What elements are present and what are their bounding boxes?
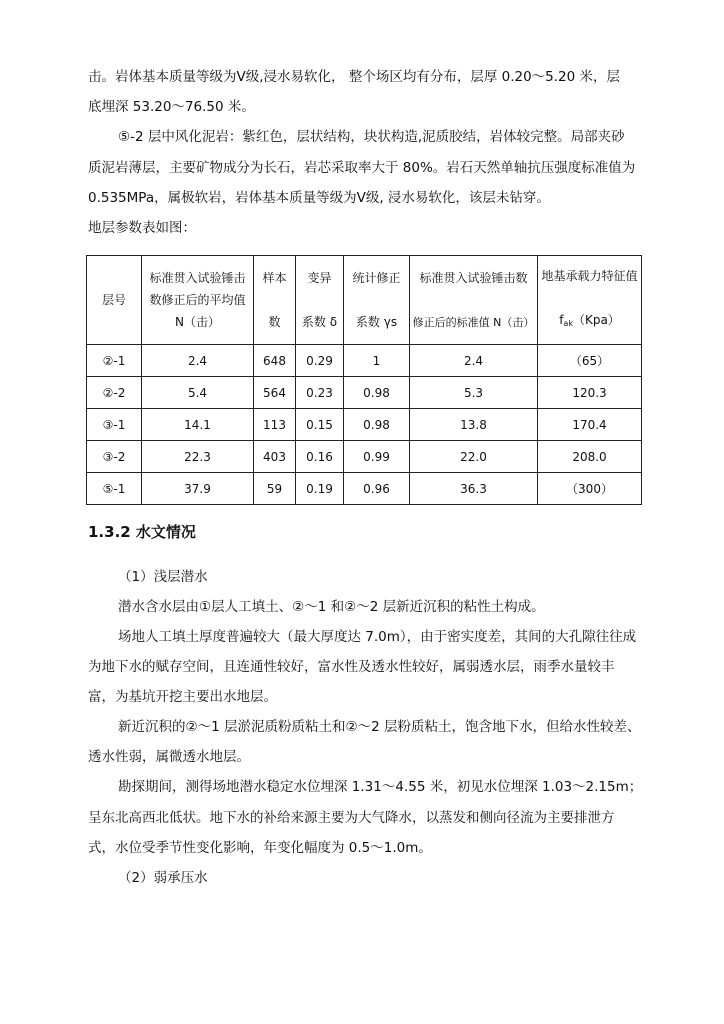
- paragraph-line: 地层参数表如图：: [88, 220, 196, 236]
- paragraph-line: 场地人工填土厚度普遍较大（最大厚度达 7.0m），由于密实度差，其间的大孔隙往往成: [118, 629, 637, 645]
- cell-spt-standard: 36.3: [410, 473, 538, 505]
- cell-statistic: 0.99: [344, 441, 410, 473]
- cell-variation: 0.16: [296, 441, 344, 473]
- cell-layer: ②-1: [87, 345, 142, 377]
- cell-spt-mean: 22.3: [142, 441, 254, 473]
- paragraph-line: 为地下水的赋存空间，且连通性较好，富水性及透水性较好，属弱透水层，雨季水量较丰: [88, 659, 615, 675]
- cell-statistic: 1: [344, 345, 410, 377]
- cell-variation: 0.19: [296, 473, 344, 505]
- subsection-title: （1）浅层潜水: [118, 569, 208, 585]
- table-header-row: [87, 256, 642, 345]
- paragraph-line: 0.535MPa，属极软岩，岩体基本质量等级为Ⅴ级, 浸水易软化，该层未钻穿。: [88, 190, 550, 206]
- header-spt-standard: 标准贯入试验锤击数 修正后的标准值 N（击）: [410, 256, 538, 345]
- header-statistic-coef: 统计修正 系数 γs: [344, 256, 410, 345]
- cell-spt-standard: 2.4: [410, 345, 538, 377]
- section-heading: 1.3.2 水文情况: [88, 523, 196, 541]
- table-row: [87, 409, 642, 441]
- cell-statistic: 0.98: [344, 409, 410, 441]
- subsection-title: （2）弱承压水: [118, 870, 208, 886]
- cell-sample-count: 648: [254, 345, 296, 377]
- table-row: [87, 473, 642, 505]
- cell-spt-mean: 14.1: [142, 409, 254, 441]
- cell-spt-mean: 2.4: [142, 345, 254, 377]
- cell-variation: 0.23: [296, 377, 344, 409]
- cell-spt-standard: 5.3: [410, 377, 538, 409]
- cell-variation: 0.15: [296, 409, 344, 441]
- cell-sample-count: 403: [254, 441, 296, 473]
- cell-spt-mean: 5.4: [142, 377, 254, 409]
- cell-bearing: 170.4: [538, 409, 642, 441]
- paragraph-line: 透水性弱，属微透水地层。: [88, 749, 250, 765]
- paragraph-line: 底埋深 53.20～76.50 米。: [88, 99, 255, 115]
- header-bearing-capacity: 地基承载力特征值 $f_{ak}(Kpa)$: [538, 256, 642, 345]
- header-layer-no: 层号: [87, 256, 142, 345]
- table-row: [87, 377, 642, 409]
- header-spt-mean: 标准贯入试验锤击 数修正后的平均值 N（击）: [142, 256, 254, 345]
- paragraph-line: 式，水位受季节性变化影响，年变化幅度为 0.5～1.0m。: [88, 840, 432, 856]
- cell-variation: 0.29: [296, 345, 344, 377]
- cell-spt-mean: 37.9: [142, 473, 254, 505]
- cell-sample-count: 59: [254, 473, 296, 505]
- header-variation-coef: 变异 系数 δ: [296, 256, 344, 345]
- paragraph-line: 新近沉积的②～1 层淤泥质粉质粘土和②～2 层粉质粘土，饱含地下水，但给水性较差、: [118, 719, 641, 735]
- cell-layer: ⑤-1: [87, 473, 142, 505]
- table-row: [87, 441, 642, 473]
- paragraph-line: 勘探期间，测得场地潜水稳定水位埋深 1.31～4.55 米，初见水位埋深 1.03～2.15m；: [118, 779, 643, 795]
- cell-sample-count: 113: [254, 409, 296, 441]
- paragraph-line: 潜水含水层由①层人工填土、②～1 和②～2 层新近沉积的粘性土构成。: [118, 599, 545, 615]
- cell-sample-count: 564: [254, 377, 296, 409]
- paragraph-line: 呈东北高西北低状。地下水的补给来源主要为大气降水，以蒸发和侧向径流为主要排泄方: [88, 810, 615, 826]
- cell-layer: ③-1: [87, 409, 142, 441]
- cell-spt-standard: 22.0: [410, 441, 538, 473]
- cell-spt-standard: 13.8: [410, 409, 538, 441]
- header-sample-count: 样本 数: [254, 256, 296, 345]
- paragraph-line: 质泥岩薄层，主要矿物成分为长石，岩芯采取率大于 80%。岩石天然单轴抗压强度标准值为: [88, 160, 636, 176]
- paragraph-line: 富，为基坑开挖主要出水地层。: [88, 689, 277, 705]
- paragraph-line: ⑤-2 层中风化泥岩：紫红色，层状结构，块状构造,泥质胶结，岩体较完整。局部夹砂: [118, 129, 625, 145]
- cell-bearing: 120.3: [538, 377, 642, 409]
- cell-bearing: 208.0: [538, 441, 642, 473]
- stratum-parameter-table: [86, 255, 642, 505]
- cell-bearing: （65）: [538, 345, 642, 377]
- paragraph-line: 击。岩体基本质量等级为Ⅴ级,浸水易软化， 整个场区均有分布，层厚 0.20～5.20 米，层: [88, 69, 621, 85]
- cell-layer: ②-2: [87, 377, 142, 409]
- cell-statistic: 0.96: [344, 473, 410, 505]
- cell-layer: ③-2: [87, 441, 142, 473]
- cell-bearing: （300）: [538, 473, 642, 505]
- table-row: [87, 345, 642, 377]
- cell-statistic: 0.98: [344, 377, 410, 409]
